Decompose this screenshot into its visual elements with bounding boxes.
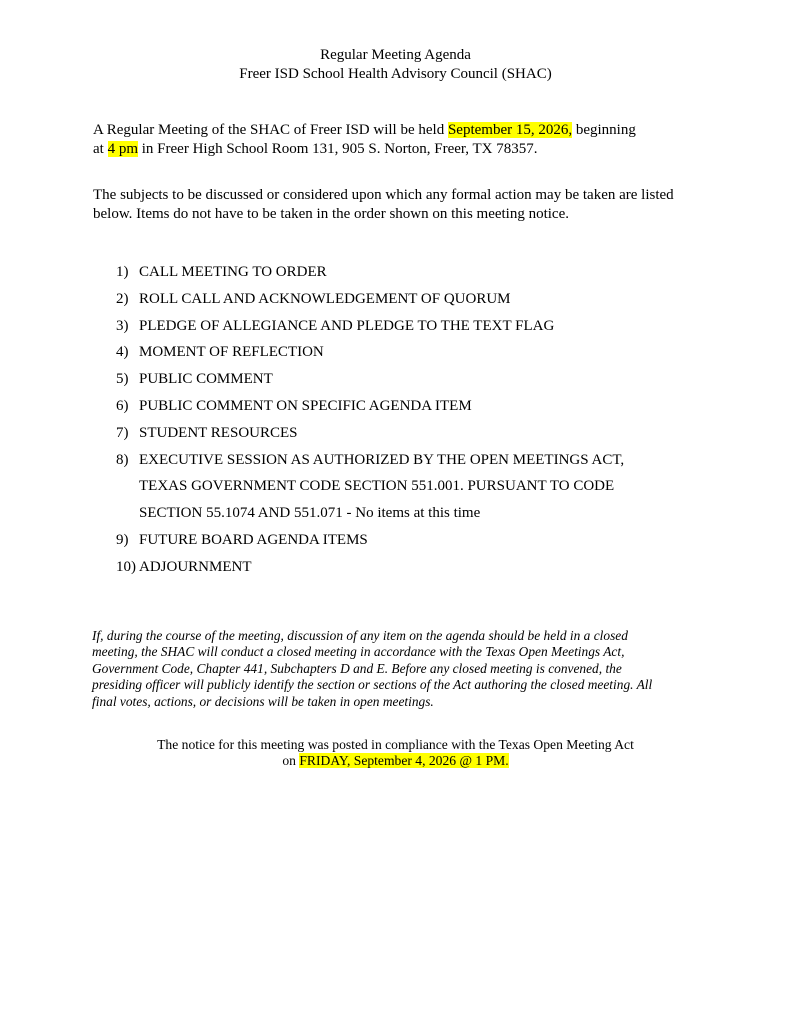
agenda-item-text: ADJOURNMENT	[139, 558, 252, 575]
posted-date-highlight: FRIDAY, September 4, 2026 @ 1 PM.	[299, 753, 509, 769]
subjects-line-2: below. Items do not have to be taken in the order shown on this meeting notice.	[93, 205, 570, 222]
agenda-item	[116, 366, 696, 393]
subjects-line-1: The subjects to be discussed or considered upon which any formal action may be taken are listed	[93, 187, 674, 203]
agenda-item-number: 1)	[116, 264, 129, 280]
agenda-item-number: 3)	[116, 317, 129, 334]
agenda-item	[116, 554, 696, 581]
disclaimer-line-4: presiding officer will publicly identify the section or sections of the Act authoring the closed meeting. All	[92, 677, 653, 693]
disclaimer-line-3: Government Code, Chapter 441, Subchapters D and E. Before any closed meeting is convened, the	[92, 660, 622, 676]
agenda-item-text: PUBLIC COMMENT	[139, 371, 273, 388]
agenda-item	[116, 420, 696, 447]
agenda-item	[116, 393, 696, 420]
agenda-item-text: ROLL CALL AND ACKNOWLEDGEMENT OF QUORUM	[139, 290, 511, 307]
agenda-item-text: MOMENT OF REFLECTION	[139, 344, 324, 361]
agenda-item-text: PUBLIC COMMENT ON SPECIFIC AGENDA ITEM	[139, 397, 472, 414]
agenda-item	[116, 313, 696, 340]
subjects-paragraph	[93, 186, 713, 223]
agenda-item-text: FUTURE BOARD AGENDA ITEMS	[139, 531, 368, 548]
meeting-text-3: at	[93, 140, 108, 157]
agenda-list	[116, 259, 696, 581]
agenda-item-text: CALL MEETING TO ORDER	[139, 264, 327, 280]
posting-notice	[0, 737, 791, 769]
meeting-time-highlight: 4 pm	[107, 140, 138, 157]
closed-meeting-disclaimer	[92, 628, 704, 710]
agenda-item	[116, 339, 696, 366]
document-title: Regular Meeting Agenda	[320, 47, 471, 63]
meeting-date-highlight: September 15, 2026,	[447, 122, 573, 138]
agenda-item-text: STUDENT RESOURCES	[139, 424, 298, 441]
meeting-paragraph	[93, 121, 713, 158]
agenda-item-text-multiline	[139, 447, 696, 527]
agenda-item-number: 8)	[116, 451, 129, 468]
agenda-item-number: 6)	[116, 397, 129, 414]
notice-line-2	[0, 753, 791, 769]
document-header	[0, 46, 791, 84]
notice-line-1: The notice for this meeting was posted in compliance with the Texas Open Meeting Act	[157, 737, 634, 752]
meeting-location: in Freer High School Room 131, 905 S. Norton, Freer, TX 78357.	[138, 140, 538, 157]
agenda-item-number: 7)	[116, 424, 129, 441]
agenda-item-number: 4)	[116, 344, 129, 361]
agenda-item-number: 2)	[116, 290, 129, 307]
disclaimer-line-2: meeting, the SHAC will conduct a closed meeting in accordance with the Texas Open Meetings Act,	[92, 644, 625, 660]
agenda-item-text-line-3: SECTION 55.1074 AND 551.071 - No items at this time	[139, 505, 481, 522]
notice-prefix: on	[282, 753, 300, 769]
document-subtitle: Freer ISD School Health Advisory Council (SHAC)	[239, 66, 552, 82]
disclaimer-line-1: If, during the course of the meeting, discussion of any item on the agenda should be held in a closed	[92, 628, 628, 643]
agenda-item	[116, 527, 696, 554]
agenda-item	[116, 286, 696, 313]
agenda-item-number: 5)	[116, 371, 129, 388]
disclaimer-line-5: final votes, actions, or decisions will be taken in open meetings.	[92, 693, 434, 709]
agenda-item-number: 9)	[116, 531, 129, 548]
agenda-item	[116, 259, 696, 286]
agenda-item-text: PLEDGE OF ALLEGIANCE AND PLEDGE TO THE TEXT FLAG	[139, 317, 555, 334]
agenda-item-text-line-1: EXECUTIVE SESSION AS AUTHORIZED BY THE OPEN MEETINGS ACT,	[139, 451, 625, 468]
agenda-item-number: 10)	[116, 558, 136, 575]
meeting-text-1: A Regular Meeting of the SHAC of Freer ISD will be held	[93, 122, 448, 138]
agenda-item-text-line-2: TEXAS GOVERNMENT CODE SECTION 551.001. PURSUANT TO CODE	[139, 478, 615, 495]
agenda-item	[116, 447, 696, 527]
meeting-text-2: beginning	[572, 122, 636, 138]
